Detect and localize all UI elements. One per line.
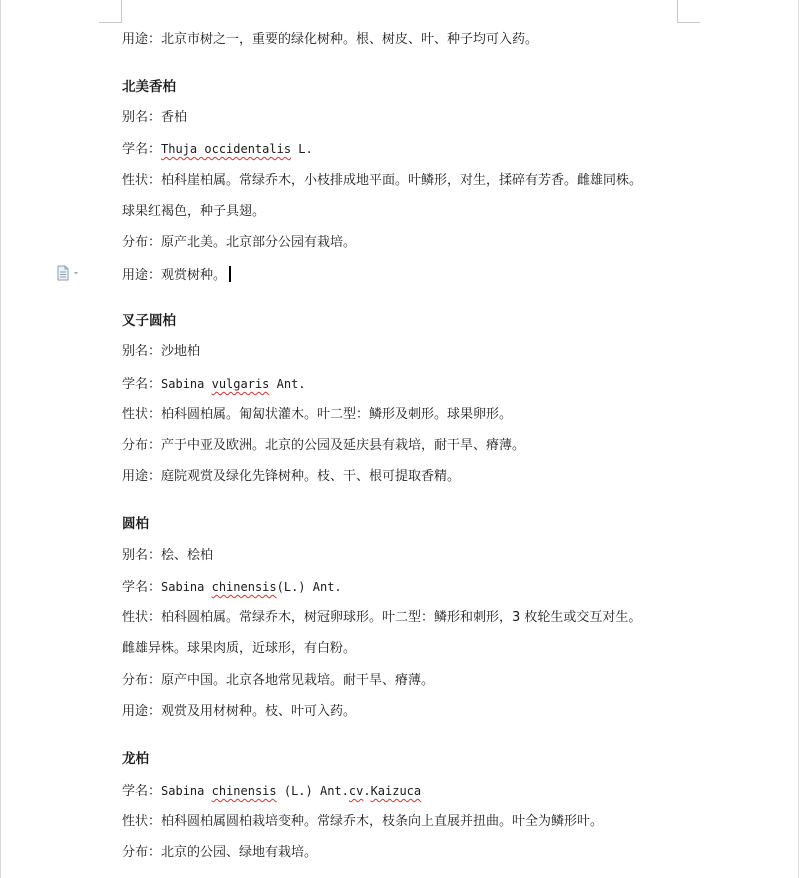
field-line bbox=[122, 141, 313, 158]
scientific-name-text: Sabina bbox=[161, 377, 212, 391]
field-value: 沙地柏 bbox=[161, 344, 201, 359]
field-label: 学名： bbox=[122, 142, 162, 157]
continuation-line bbox=[122, 204, 265, 220]
text-cursor bbox=[229, 266, 231, 282]
field-value: 北京的公园、绿地有栽培。 bbox=[161, 845, 318, 860]
margin-corner-top-right bbox=[677, 0, 700, 23]
spellcheck-flagged-word: Kaizuca bbox=[370, 784, 422, 798]
field-line bbox=[122, 438, 525, 454]
scientific-name-text: Ant. bbox=[269, 377, 306, 391]
field-label: 别名： bbox=[122, 110, 162, 125]
scientific-name-text: (L.) Ant. bbox=[276, 580, 342, 594]
scientific-name-text: Sabina bbox=[161, 784, 212, 798]
field-label: 性状： bbox=[122, 407, 162, 422]
spellcheck-flagged-word: Thuja occidentalis bbox=[161, 142, 292, 156]
field-value: 原产中国。北京各地常见栽培。耐干旱、瘠薄。 bbox=[161, 673, 435, 688]
field-label: 用途： bbox=[122, 704, 162, 719]
spellcheck-flagged-word: chinensis bbox=[211, 580, 277, 594]
field-line bbox=[122, 235, 356, 251]
field-label: 分布： bbox=[122, 673, 162, 688]
field-value: 桧、桧柏 bbox=[161, 548, 214, 563]
field-line bbox=[122, 469, 460, 485]
field-value: 柏科圆柏属。常绿乔木，树冠卵球形。叶二型：鳞形和刺形，3 枚轮生或交互对生。 bbox=[161, 610, 642, 625]
field-line bbox=[122, 704, 356, 720]
field-label: 分布： bbox=[122, 235, 162, 250]
field-line bbox=[122, 344, 200, 360]
field-label: 性状： bbox=[122, 610, 162, 625]
field-line bbox=[122, 407, 512, 423]
paragraph-options-icon[interactable] bbox=[57, 265, 83, 281]
field-label: 别名： bbox=[122, 548, 162, 563]
field-line bbox=[122, 579, 342, 596]
field-line bbox=[122, 610, 641, 626]
field-value: 柏科圆柏属。匍匐状灌木。叶二型：鳞形及刺形。球果卵形。 bbox=[161, 407, 513, 422]
section-heading: 北美香柏 bbox=[122, 79, 176, 95]
field-line bbox=[122, 376, 306, 393]
field-label: 性状： bbox=[122, 814, 162, 829]
field-value: 雌雄异株。球果肉质，近球形，有白粉。 bbox=[122, 641, 357, 656]
field-label: 分布： bbox=[122, 845, 162, 860]
field-label: 别名： bbox=[122, 344, 162, 359]
field-label: 性状： bbox=[122, 173, 162, 188]
field-label: 用途： bbox=[122, 268, 162, 283]
page-left-edge bbox=[0, 0, 1, 878]
field-value: 北京市树之一，重要的绿化树种。根、树皮、叶、种子均可入药。 bbox=[161, 32, 539, 47]
spellcheck-flagged-word: vulgaris bbox=[211, 377, 270, 391]
field-value: 柏科圆柏属圆柏栽培变种。常绿乔木，枝条向上直展并扭曲。叶全为鳞形叶。 bbox=[161, 814, 604, 829]
field-value: 观赏及用材树种。枝、叶可入药。 bbox=[161, 704, 357, 719]
section-heading: 圆柏 bbox=[122, 516, 149, 532]
margin-corner-top-left bbox=[99, 0, 122, 23]
field-value: 柏科崖柏属。常绿乔木，小枝排成地平面。叶鳞形，对生，揉碎有芳香。雌雄同株。 bbox=[161, 173, 643, 188]
field-value: 庭院观赏及绿化先锋树种。枝、干、根可提取香精。 bbox=[161, 469, 461, 484]
field-line bbox=[122, 32, 538, 48]
scientific-name-text: (L.) Ant. bbox=[276, 784, 349, 798]
field-value: 球果红褐色，种子具翅。 bbox=[122, 204, 266, 219]
spellcheck-flagged-word: chinensis bbox=[211, 784, 277, 798]
continuation-line bbox=[122, 641, 356, 657]
scientific-name-text: L. bbox=[291, 142, 313, 156]
section-heading: 叉子圆柏 bbox=[122, 313, 176, 329]
field-label: 学名： bbox=[122, 377, 162, 392]
field-label: 分布： bbox=[122, 438, 162, 453]
field-line bbox=[122, 548, 213, 564]
field-label: 用途： bbox=[122, 32, 162, 47]
field-value: 观赏树种。 bbox=[161, 268, 227, 283]
field-line bbox=[122, 173, 642, 189]
spellcheck-flagged-word: cv bbox=[348, 784, 364, 798]
field-label: 学名： bbox=[122, 784, 162, 799]
field-label: 用途： bbox=[122, 469, 162, 484]
field-value: 原产北美。北京部分公园有栽培。 bbox=[161, 235, 357, 250]
field-line bbox=[122, 845, 317, 861]
field-value: 产于中亚及欧洲。北京的公园及延庆县有栽培，耐干旱、瘠薄。 bbox=[161, 438, 526, 453]
field-line bbox=[122, 110, 187, 126]
field-label: 学名： bbox=[122, 580, 162, 595]
field-value: 香柏 bbox=[161, 110, 188, 125]
field-line bbox=[122, 673, 434, 689]
scientific-name-text: . bbox=[363, 784, 371, 798]
section-heading: 龙柏 bbox=[122, 751, 149, 767]
field-line bbox=[122, 814, 603, 830]
field-line bbox=[122, 783, 421, 800]
field-line bbox=[122, 266, 231, 284]
scientific-name-text: Sabina bbox=[161, 580, 212, 594]
